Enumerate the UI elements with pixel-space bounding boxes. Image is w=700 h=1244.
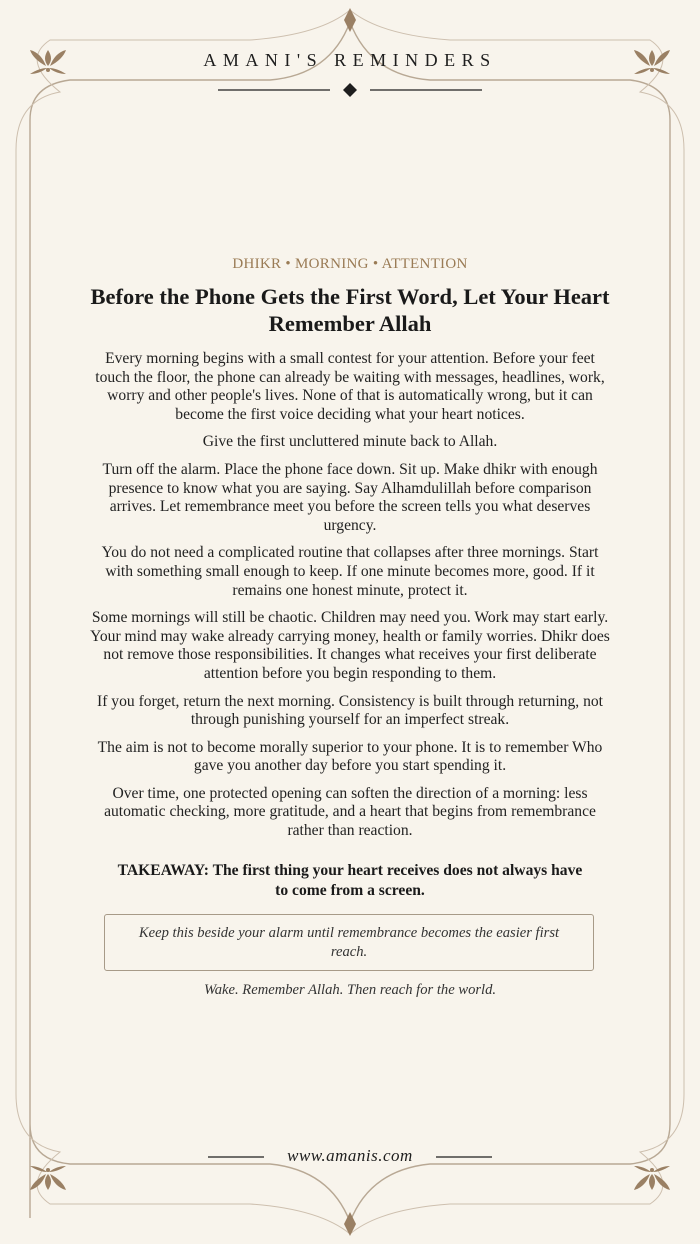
reminder-note-text: Keep this beside your alarm until remembrance becomes the easier first reach. (138, 924, 560, 960)
article-body (86, 350, 614, 850)
paragraph: Give the first uncluttered minute back to Allah. (202, 433, 498, 451)
paragraph: The aim is not to become morally superior to your phone. It is to remember Who gave you another day before you start spending it. (97, 738, 603, 775)
paragraph: Some mornings will still be chaotic. Children may need you. Work may start early. Your mind may wake already carrying money, health or family worries. Dhikr does not remove those responsibilities. It changes what receives your first deliberate attention before you begin responding to them. (90, 609, 610, 682)
takeaway: TAKEAWAY: The first thing your heart receives does not always have to come from a screen. (117, 862, 583, 899)
paragraph: Every morning begins with a small contest for your attention. Before your feet touch the floor, the phone can already be waiting with messages, headlines, work, worry and other people's lives. None of that is automatically wrong, but it can become the first voice deciding what your heart notices. (95, 350, 605, 423)
reminder-note-box (104, 914, 594, 971)
closing-line: Wake. Remember Allah. Then reach for the world. (203, 982, 497, 998)
article-title: Before the Phone Gets the First Word, Let Your Heart Remember Allah (90, 284, 610, 336)
paragraph: Turn off the alarm. Place the phone face down. Sit up. Make dhikr with enough presence to know what you are saying. Say Alhamdulillah before comparison arrives. Let remembrance meet you before the screen tells you what deserves urgency. (102, 460, 598, 534)
brand-title: AMANI'S REMINDERS (203, 50, 497, 70)
paragraph: Over time, one protected opening can soften the direction of a morning: less automatic checking, more gratitude, and a heart that begins from remembrance rather than reaction. (104, 784, 596, 840)
article-tags: DHIKR • MORNING • ATTENTION (232, 256, 468, 272)
paragraph: If you forget, return the next morning. Consistency is built through returning, not through punishing yourself for an imperfect streak. (97, 692, 603, 729)
website-link[interactable]: www.amanis.com (287, 1146, 413, 1165)
paragraph: You do not need a complicated routine that collapses after three mornings. Start with something small enough to keep. If one minute becomes more, good. If it remains one honest minute, protect it. (101, 544, 599, 599)
